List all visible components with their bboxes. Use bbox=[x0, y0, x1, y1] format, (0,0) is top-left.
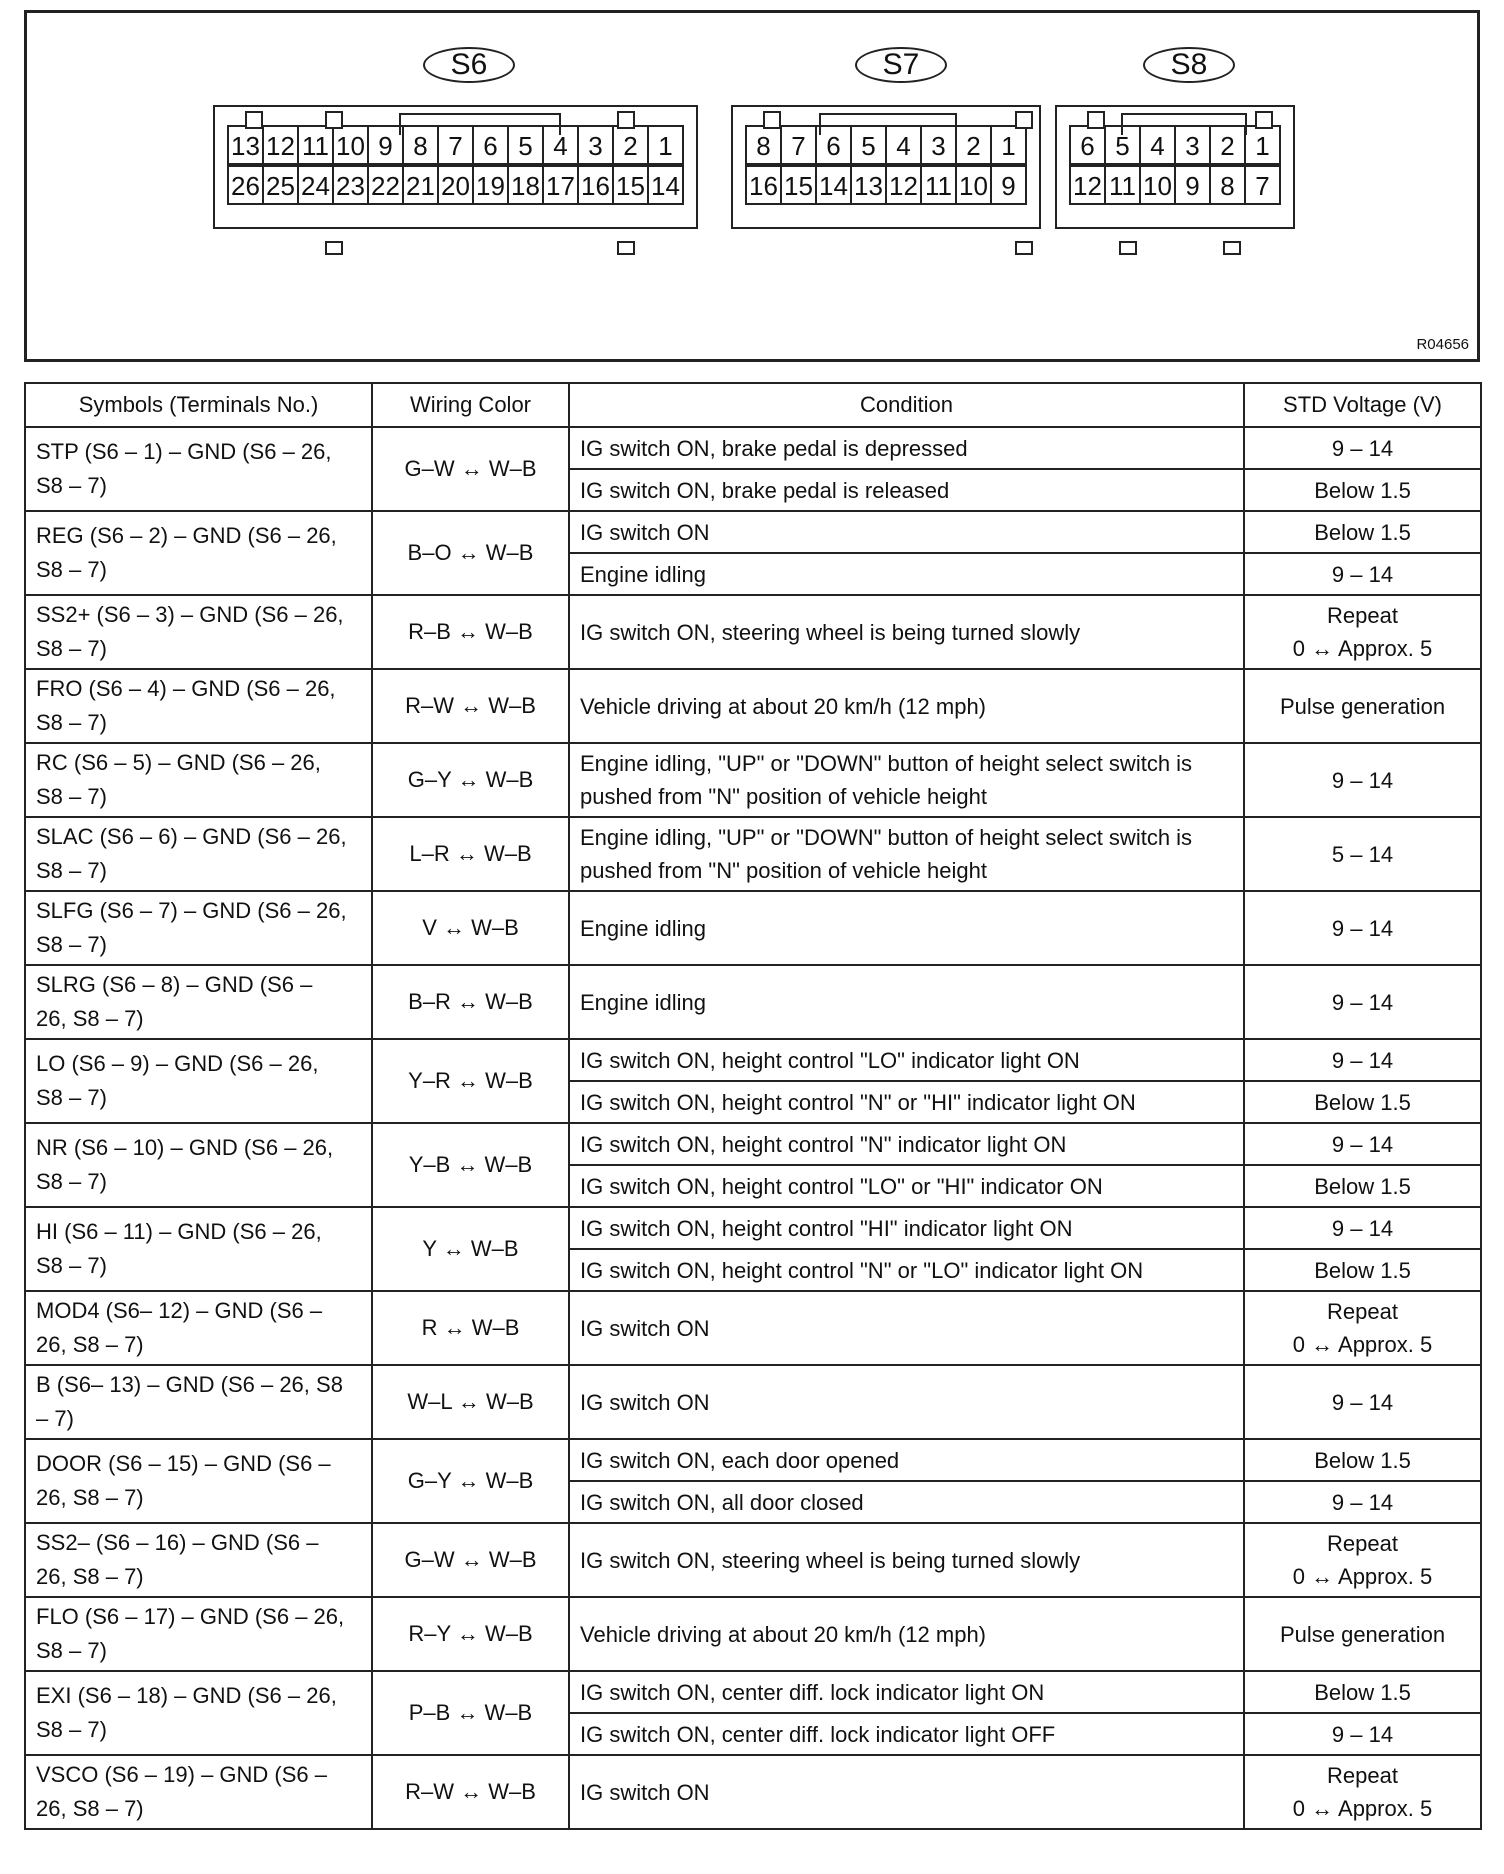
std-voltage-cell bbox=[1244, 1671, 1481, 1713]
symbol-line: FLO (S6 – 17) – GND (S6 – 26, bbox=[36, 1604, 345, 1629]
voltage-line: 0 ↔ Approx. 5 bbox=[1292, 1564, 1433, 1589]
s6-pin: 13 bbox=[227, 125, 264, 165]
s6-pin: 6 bbox=[472, 125, 509, 165]
condition-line: IG switch ON, height control "LO" or "HI" indicator ON bbox=[580, 1173, 1103, 1199]
symbol-line: SLRG (S6 – 8) – GND (S6 – bbox=[36, 972, 313, 997]
symbol-cell bbox=[25, 743, 372, 817]
wiring-color-text: B–R ↔ W–B bbox=[408, 989, 533, 1014]
wiring-color-cell bbox=[372, 743, 569, 817]
symbol-line: REG (S6 – 2) – GND (S6 – 26, bbox=[36, 523, 337, 548]
s7-pin: 7 bbox=[780, 125, 817, 165]
condition-cell bbox=[569, 1671, 1244, 1713]
condition-line: IG switch ON, height control "HI" indicator light ON bbox=[580, 1215, 1073, 1241]
condition-line: IG switch ON, height control "N" or "LO" indicator light ON bbox=[580, 1257, 1144, 1283]
voltage-line: 9 – 14 bbox=[1331, 767, 1394, 793]
symbol-line: SLAC (S6 – 6) – GND (S6 – 26, bbox=[36, 824, 347, 849]
s6-pin: 12 bbox=[262, 125, 299, 165]
std-voltage-cell bbox=[1244, 553, 1481, 595]
s8-pin: 12 bbox=[1069, 165, 1106, 205]
voltage-line: Below 1.5 bbox=[1314, 1679, 1411, 1705]
symbol-line: MOD4 (S6– 12) – GND (S6 – bbox=[36, 1298, 323, 1323]
voltage-line: 9 – 14 bbox=[1331, 1721, 1394, 1747]
s8-pin: 8 bbox=[1209, 165, 1246, 205]
s8-pin: 4 bbox=[1139, 125, 1176, 165]
condition-cell bbox=[569, 817, 1244, 891]
condition-line: IG switch ON, height control "LO" indicator light ON bbox=[580, 1047, 1080, 1073]
condition-cell bbox=[569, 1291, 1244, 1365]
s6-pin: 19 bbox=[472, 165, 509, 205]
s7-pin: 10 bbox=[955, 165, 992, 205]
condition-cell bbox=[569, 1039, 1244, 1081]
wiring-color-text: G–Y ↔ W–B bbox=[407, 1468, 534, 1493]
wiring-color-text: V ↔ W–B bbox=[422, 915, 519, 940]
symbol-cell bbox=[25, 1039, 372, 1123]
symbol-cell bbox=[25, 595, 372, 669]
s6-pin: 7 bbox=[437, 125, 474, 165]
s6-pin: 10 bbox=[332, 125, 369, 165]
symbol-line: S8 – 7) bbox=[36, 858, 107, 883]
symbol-line: S8 – 7) bbox=[36, 1253, 107, 1278]
table-header-row bbox=[25, 383, 1481, 427]
wiring-color-text: R–B ↔ W–B bbox=[408, 619, 533, 644]
s7-pin: 12 bbox=[885, 165, 922, 205]
s6-bracket bbox=[399, 113, 561, 135]
wiring-color-cell bbox=[372, 1123, 569, 1207]
wiring-color-text: Y–R ↔ W–B bbox=[408, 1068, 533, 1093]
s8-bracket bbox=[1121, 113, 1247, 135]
s6-pin: 11 bbox=[297, 125, 334, 165]
s6-pin: 16 bbox=[577, 165, 614, 205]
wiring-color-text: R–W ↔ W–B bbox=[405, 1779, 536, 1804]
table-row bbox=[25, 1365, 1481, 1439]
s6-pin: 23 bbox=[332, 165, 369, 205]
std-voltage-cell bbox=[1244, 817, 1481, 891]
condition-cell bbox=[569, 1523, 1244, 1597]
std-voltage-cell bbox=[1244, 1365, 1481, 1439]
s7-pin: 9 bbox=[990, 165, 1027, 205]
header-std-voltage: STD Voltage (V) bbox=[1244, 383, 1481, 427]
header-symbols: Symbols (Terminals No.) bbox=[25, 383, 372, 427]
std-voltage-cell bbox=[1244, 469, 1481, 511]
condition-cell bbox=[569, 595, 1244, 669]
std-voltage-cell bbox=[1244, 1291, 1481, 1365]
voltage-line: Pulse generation bbox=[1279, 1621, 1446, 1647]
s7-pin: 4 bbox=[885, 125, 922, 165]
connector-diagram bbox=[24, 10, 1480, 362]
s6-pin: 26 bbox=[227, 165, 264, 205]
symbol-cell bbox=[25, 1291, 372, 1365]
std-voltage-cell bbox=[1244, 1597, 1481, 1671]
s6-pin: 22 bbox=[367, 165, 404, 205]
voltage-line: Repeat bbox=[1327, 603, 1398, 628]
wiring-color-text: G–W ↔ W–B bbox=[404, 456, 537, 481]
voltage-line: 9 – 14 bbox=[1331, 561, 1394, 587]
symbol-cell bbox=[25, 669, 372, 743]
wiring-color-cell bbox=[372, 1039, 569, 1123]
symbol-line: SS2– (S6 – 16) – GND (S6 – bbox=[36, 1530, 319, 1555]
condition-line: IG switch ON, center diff. lock indicator light OFF bbox=[580, 1721, 1056, 1747]
symbol-line: SLFG (S6 – 7) – GND (S6 – 26, bbox=[36, 898, 347, 923]
condition-line: Engine idling, "UP" or "DOWN" button of height select switch is bbox=[580, 751, 1193, 776]
symbol-cell bbox=[25, 1671, 372, 1755]
s7-bracket bbox=[819, 113, 957, 135]
condition-line: Engine idling bbox=[580, 989, 706, 1015]
voltage-line: Pulse generation bbox=[1279, 693, 1446, 719]
voltage-line: 0 ↔ Approx. 5 bbox=[1292, 636, 1433, 661]
wiring-color-text: Y–B ↔ W–B bbox=[408, 1152, 533, 1177]
condition-line: Vehicle driving at about 20 km/h (12 mph) bbox=[580, 1621, 987, 1647]
header-wiring-color: Wiring Color bbox=[372, 383, 569, 427]
wiring-color-cell bbox=[372, 1597, 569, 1671]
table-row bbox=[25, 817, 1481, 891]
voltage-line: 9 – 14 bbox=[1331, 435, 1394, 461]
s6-pin: 25 bbox=[262, 165, 299, 205]
wiring-color-text: G–Y ↔ W–B bbox=[407, 767, 534, 792]
voltage-line: 9 – 14 bbox=[1331, 1215, 1394, 1241]
s6-latch bbox=[617, 111, 635, 129]
s7-pin: 5 bbox=[850, 125, 887, 165]
std-voltage-cell bbox=[1244, 427, 1481, 469]
s7-pin: 13 bbox=[850, 165, 887, 205]
header-condition: Condition bbox=[569, 383, 1244, 427]
s6-latch bbox=[325, 111, 343, 129]
wiring-color-cell bbox=[372, 891, 569, 965]
s6-pin: 9 bbox=[367, 125, 404, 165]
condition-line: IG switch ON, each door opened bbox=[580, 1447, 900, 1473]
condition-cell bbox=[569, 427, 1244, 469]
table-row bbox=[25, 1291, 1481, 1365]
voltage-line: 9 – 14 bbox=[1331, 1047, 1394, 1073]
wiring-color-text: L–R ↔ W–B bbox=[409, 841, 532, 866]
s7-pin: 2 bbox=[955, 125, 992, 165]
symbol-line: – 7) bbox=[36, 1406, 74, 1431]
s6-pin: 8 bbox=[402, 125, 439, 165]
std-voltage-cell bbox=[1244, 1207, 1481, 1249]
condition-cell bbox=[569, 469, 1244, 511]
condition-line: IG switch ON, steering wheel is being turned slowly bbox=[580, 619, 1081, 645]
s8-latch bbox=[1255, 111, 1273, 129]
symbol-cell bbox=[25, 817, 372, 891]
std-voltage-cell bbox=[1244, 595, 1481, 669]
symbol-line: HI (S6 – 11) – GND (S6 – 26, bbox=[36, 1219, 322, 1244]
std-voltage-cell bbox=[1244, 965, 1481, 1039]
condition-line: IG switch ON, height control "N" indicator light ON bbox=[580, 1131, 1067, 1157]
wiring-color-text: G–W ↔ W–B bbox=[404, 1547, 537, 1572]
symbol-line: LO (S6 – 9) – GND (S6 – 26, bbox=[36, 1051, 319, 1076]
symbol-line: 26, S8 – 7) bbox=[36, 1006, 144, 1031]
voltage-line: Below 1.5 bbox=[1314, 1173, 1411, 1199]
std-voltage-cell bbox=[1244, 1039, 1481, 1081]
wiring-color-text: B–O ↔ W–B bbox=[407, 540, 534, 565]
symbol-cell bbox=[25, 1365, 372, 1439]
s6-latch bbox=[245, 111, 263, 129]
symbol-line: S8 – 7) bbox=[36, 473, 107, 498]
condition-line: pushed from "N" position of vehicle height bbox=[580, 858, 987, 883]
std-voltage-cell bbox=[1244, 1713, 1481, 1755]
table-row bbox=[25, 1039, 1481, 1081]
condition-cell bbox=[569, 1207, 1244, 1249]
condition-cell bbox=[569, 1755, 1244, 1829]
std-voltage-cell bbox=[1244, 1249, 1481, 1291]
condition-line: IG switch ON, height control "N" or "HI" indicator light ON bbox=[580, 1089, 1136, 1115]
s6-pin: 18 bbox=[507, 165, 544, 205]
voltage-line: Below 1.5 bbox=[1314, 477, 1411, 503]
s7-pin: 3 bbox=[920, 125, 957, 165]
wiring-color-cell bbox=[372, 1671, 569, 1755]
wiring-color-cell bbox=[372, 511, 569, 595]
s6-latch bbox=[617, 241, 635, 255]
condition-cell bbox=[569, 1081, 1244, 1123]
s8-pin: 2 bbox=[1209, 125, 1246, 165]
s7-latch bbox=[763, 111, 781, 129]
std-voltage-cell bbox=[1244, 1165, 1481, 1207]
s6-pin: 2 bbox=[612, 125, 649, 165]
s8-latch bbox=[1087, 111, 1105, 129]
wiring-color-text: R ↔ W–B bbox=[421, 1315, 520, 1340]
condition-cell bbox=[569, 669, 1244, 743]
voltage-line: 9 – 14 bbox=[1331, 1389, 1394, 1415]
wiring-color-cell bbox=[372, 1439, 569, 1523]
condition-line: IG switch ON bbox=[580, 1779, 710, 1805]
symbol-line: 26, S8 – 7) bbox=[36, 1796, 144, 1821]
wiring-color-cell bbox=[372, 1755, 569, 1829]
condition-cell bbox=[569, 553, 1244, 595]
condition-line: IG switch ON, steering wheel is being turned slowly bbox=[580, 1547, 1081, 1573]
symbol-cell bbox=[25, 1439, 372, 1523]
std-voltage-cell bbox=[1244, 1481, 1481, 1523]
std-voltage-cell bbox=[1244, 1523, 1481, 1597]
s6-latch bbox=[325, 241, 343, 255]
s7-pin: 6 bbox=[815, 125, 852, 165]
s8-pin: 5 bbox=[1104, 125, 1141, 165]
std-voltage-cell bbox=[1244, 1081, 1481, 1123]
figure-code: R04656 bbox=[1416, 336, 1469, 353]
s7-pin: 14 bbox=[815, 165, 852, 205]
voltage-line: Below 1.5 bbox=[1314, 1257, 1411, 1283]
condition-cell bbox=[569, 1713, 1244, 1755]
std-voltage-cell bbox=[1244, 1755, 1481, 1829]
condition-line: Engine idling bbox=[580, 915, 706, 941]
s7-pin: 8 bbox=[745, 125, 782, 165]
symbol-line: 26, S8 – 7) bbox=[36, 1332, 144, 1357]
s6-pin: 14 bbox=[647, 165, 684, 205]
symbol-line: NR (S6 – 10) – GND (S6 – 26, bbox=[36, 1135, 334, 1160]
condition-line: pushed from "N" position of vehicle height bbox=[580, 784, 987, 809]
table-row bbox=[25, 1439, 1481, 1481]
condition-line: IG switch ON bbox=[580, 519, 710, 545]
voltage-line: Repeat bbox=[1327, 1531, 1398, 1556]
s8-latch bbox=[1223, 241, 1241, 255]
s6-pin: 20 bbox=[437, 165, 474, 205]
voltage-line: 0 ↔ Approx. 5 bbox=[1292, 1332, 1433, 1357]
condition-line: Engine idling, "UP" or "DOWN" button of height select switch is bbox=[580, 825, 1193, 850]
symbol-cell bbox=[25, 1755, 372, 1829]
s8-pin: 10 bbox=[1139, 165, 1176, 205]
connector-label-s8: S8 bbox=[1143, 47, 1235, 83]
symbol-cell bbox=[25, 427, 372, 511]
connector-label-s7: S7 bbox=[855, 47, 947, 83]
symbol-cell bbox=[25, 1523, 372, 1597]
symbol-cell bbox=[25, 1597, 372, 1671]
table-row bbox=[25, 1523, 1481, 1597]
terminal-voltage-table bbox=[24, 382, 1482, 1830]
s6-pin: 15 bbox=[612, 165, 649, 205]
symbol-line: S8 – 7) bbox=[36, 1717, 107, 1742]
symbol-cell bbox=[25, 891, 372, 965]
std-voltage-cell bbox=[1244, 1439, 1481, 1481]
std-voltage-cell bbox=[1244, 511, 1481, 553]
wiring-color-text: R–Y ↔ W–B bbox=[408, 1621, 533, 1646]
s6-pin: 1 bbox=[647, 125, 684, 165]
wiring-color-cell bbox=[372, 1365, 569, 1439]
wiring-color-text: R–W ↔ W–B bbox=[405, 693, 536, 718]
wiring-color-text: P–B ↔ W–B bbox=[408, 1700, 533, 1725]
wiring-color-cell bbox=[372, 965, 569, 1039]
table-row bbox=[25, 965, 1481, 1039]
symbol-line: RC (S6 – 5) – GND (S6 – 26, bbox=[36, 750, 321, 775]
voltage-line: Below 1.5 bbox=[1314, 1089, 1411, 1115]
s8-pin: 3 bbox=[1174, 125, 1211, 165]
s7-pin: 11 bbox=[920, 165, 957, 205]
s6-pin: 5 bbox=[507, 125, 544, 165]
symbol-line: S8 – 7) bbox=[36, 1169, 107, 1194]
wiring-color-text: W–L ↔ W–B bbox=[407, 1389, 534, 1414]
s8-pin: 6 bbox=[1069, 125, 1106, 165]
wiring-color-cell bbox=[372, 1207, 569, 1291]
s8-pin: 7 bbox=[1244, 165, 1281, 205]
symbol-cell bbox=[25, 1123, 372, 1207]
table-row bbox=[25, 891, 1481, 965]
wiring-color-text: Y ↔ W–B bbox=[422, 1236, 519, 1261]
symbol-cell bbox=[25, 965, 372, 1039]
table-row bbox=[25, 1755, 1481, 1829]
voltage-line: Below 1.5 bbox=[1314, 1447, 1411, 1473]
voltage-line: Below 1.5 bbox=[1314, 519, 1411, 545]
condition-line: IG switch ON, brake pedal is depressed bbox=[580, 435, 968, 461]
symbol-line: B (S6– 13) – GND (S6 – 26, S8 bbox=[36, 1372, 343, 1397]
std-voltage-cell bbox=[1244, 743, 1481, 817]
condition-cell bbox=[569, 1481, 1244, 1523]
s7-pin: 16 bbox=[745, 165, 782, 205]
symbol-line: DOOR (S6 – 15) – GND (S6 – bbox=[36, 1451, 331, 1476]
condition-cell bbox=[569, 1123, 1244, 1165]
table-row bbox=[25, 743, 1481, 817]
table-row bbox=[25, 1207, 1481, 1249]
condition-line: IG switch ON bbox=[580, 1389, 710, 1415]
condition-cell bbox=[569, 743, 1244, 817]
wiring-color-cell bbox=[372, 427, 569, 511]
voltage-line: 9 – 14 bbox=[1331, 1131, 1394, 1157]
voltage-line: 9 – 14 bbox=[1331, 989, 1394, 1015]
condition-cell bbox=[569, 1249, 1244, 1291]
symbol-line: VSCO (S6 – 19) – GND (S6 – bbox=[36, 1762, 327, 1787]
wiring-color-cell bbox=[372, 595, 569, 669]
condition-line: IG switch ON, center diff. lock indicator light ON bbox=[580, 1679, 1045, 1705]
condition-line: IG switch ON, all door closed bbox=[580, 1489, 864, 1515]
condition-cell bbox=[569, 1365, 1244, 1439]
symbol-line: S8 – 7) bbox=[36, 557, 107, 582]
symbol-line: S8 – 7) bbox=[36, 784, 107, 809]
symbol-cell bbox=[25, 511, 372, 595]
s8-pin: 9 bbox=[1174, 165, 1211, 205]
symbol-cell bbox=[25, 1207, 372, 1291]
wiring-color-cell bbox=[372, 1523, 569, 1597]
wiring-color-cell bbox=[372, 1291, 569, 1365]
symbol-line: 26, S8 – 7) bbox=[36, 1485, 144, 1510]
s8-pin: 1 bbox=[1244, 125, 1281, 165]
wiring-color-cell bbox=[372, 817, 569, 891]
std-voltage-cell bbox=[1244, 891, 1481, 965]
table-row bbox=[25, 427, 1481, 469]
table-row bbox=[25, 669, 1481, 743]
table-row bbox=[25, 511, 1481, 553]
std-voltage-cell bbox=[1244, 669, 1481, 743]
symbol-line: S8 – 7) bbox=[36, 1638, 107, 1663]
condition-line: IG switch ON bbox=[580, 1315, 710, 1341]
s6-pin: 3 bbox=[577, 125, 614, 165]
s7-latch bbox=[1015, 241, 1033, 255]
s6-pin: 21 bbox=[402, 165, 439, 205]
s7-pin: 1 bbox=[990, 125, 1027, 165]
condition-cell bbox=[569, 511, 1244, 553]
symbol-line: S8 – 7) bbox=[36, 932, 107, 957]
voltage-line: 0 ↔ Approx. 5 bbox=[1292, 1796, 1433, 1821]
s6-pin: 17 bbox=[542, 165, 579, 205]
condition-cell bbox=[569, 1165, 1244, 1207]
s6-pin: 4 bbox=[542, 125, 579, 165]
condition-cell bbox=[569, 1439, 1244, 1481]
condition-line: Vehicle driving at about 20 km/h (12 mph) bbox=[580, 693, 987, 719]
voltage-line: 9 – 14 bbox=[1331, 915, 1394, 941]
voltage-line: Repeat bbox=[1327, 1763, 1398, 1788]
voltage-line: 5 – 14 bbox=[1331, 841, 1394, 867]
symbol-line: 26, S8 – 7) bbox=[36, 1564, 144, 1589]
condition-cell bbox=[569, 1597, 1244, 1671]
condition-cell bbox=[569, 891, 1244, 965]
s7-latch bbox=[1015, 111, 1033, 129]
symbol-line: STP (S6 – 1) – GND (S6 – 26, bbox=[36, 439, 332, 464]
table-row bbox=[25, 1597, 1481, 1671]
symbol-line: SS2+ (S6 – 3) – GND (S6 – 26, bbox=[36, 602, 344, 627]
connector-label-s6: S6 bbox=[423, 47, 515, 83]
wiring-color-cell bbox=[372, 669, 569, 743]
s7-pin: 15 bbox=[780, 165, 817, 205]
s6-pin: 24 bbox=[297, 165, 334, 205]
s8-pin: 11 bbox=[1104, 165, 1141, 205]
voltage-line: 9 – 14 bbox=[1331, 1489, 1394, 1515]
std-voltage-cell bbox=[1244, 1123, 1481, 1165]
condition-cell bbox=[569, 965, 1244, 1039]
condition-line: IG switch ON, brake pedal is released bbox=[580, 477, 950, 503]
symbol-line: S8 – 7) bbox=[36, 1085, 107, 1110]
symbol-line: S8 – 7) bbox=[36, 636, 107, 661]
symbol-line: EXI (S6 – 18) – GND (S6 – 26, bbox=[36, 1683, 337, 1708]
symbol-line: S8 – 7) bbox=[36, 710, 107, 735]
voltage-line: Repeat bbox=[1327, 1299, 1398, 1324]
table-row bbox=[25, 1671, 1481, 1713]
symbol-line: FRO (S6 – 4) – GND (S6 – 26, bbox=[36, 676, 336, 701]
condition-line: Engine idling bbox=[580, 561, 706, 587]
table-row bbox=[25, 1123, 1481, 1165]
table-row bbox=[25, 595, 1481, 669]
s8-latch bbox=[1119, 241, 1137, 255]
